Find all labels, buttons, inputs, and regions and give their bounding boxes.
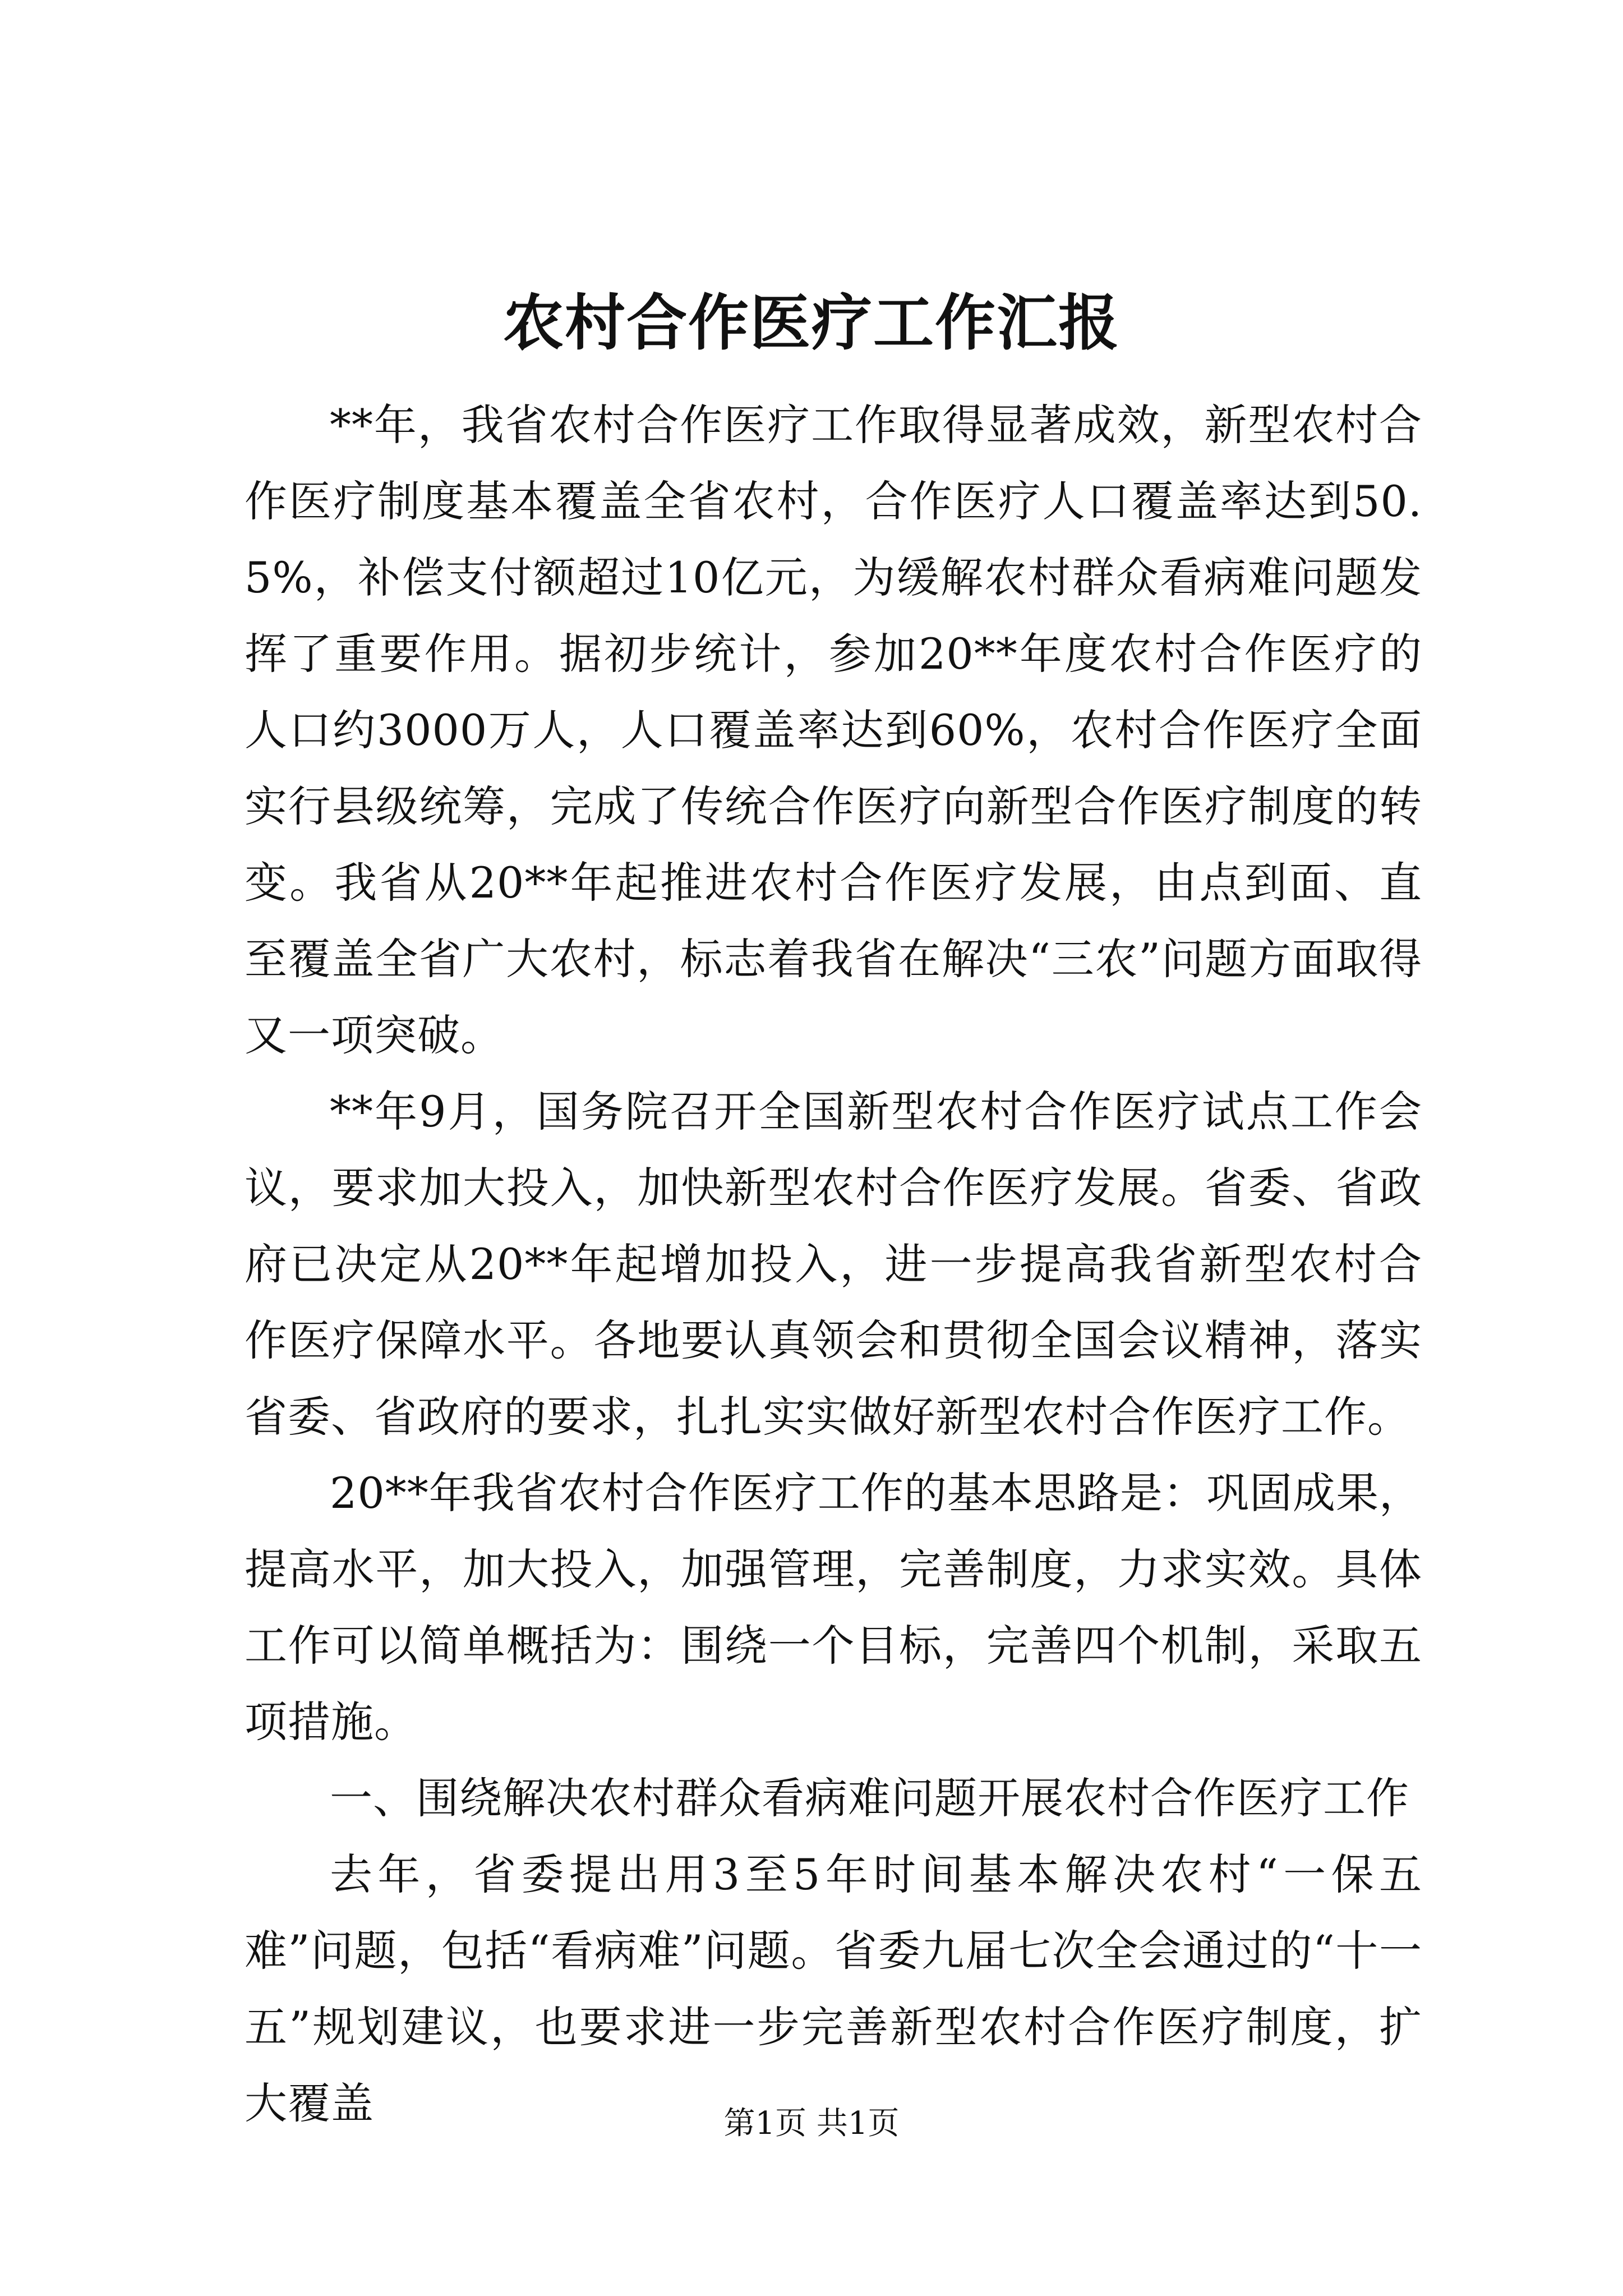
paragraph-4: 去年，省委提出用3至5年时间基本解决农村“一保五难”问题，包括“看病难”问题。省委九届七次全会通过的“十一五”规划建议，也要求进一步完善新型农村合作医疗制度，扩大覆盖 [245, 1849, 1422, 2128]
document-title: 农村合作医疗工作汇报 [502, 288, 1120, 358]
section-heading-1: 一、围绕解决农村群众看病难问题开展农村合作医疗工作 [330, 1773, 1409, 1823]
paragraph-1: **年，我省农村合作医疗工作取得显著成效，新型农村合作医疗制度基本覆盖全省农村，合作医疗人口覆盖率达到50.5%，补偿支付额超过10亿元，为缓解农村群众看病难问题发挥了重要作用。据初步统计，参加20**年度农村合作医疗的人口约3000万人，人口覆盖率达到60%，农村合作医疗全面实行县级统筹，完成了传统合作医疗向新型合作医疗制度的转变。我省从20**年起推进农村合作医疗发展，由点到面、直至覆盖全省广大农村，标志着我省在解决“三农”问题方面取得又一项突破。 [245, 400, 1422, 1060]
paragraph-2: **年9月，国务院召开全国新型农村合作医疗试点工作会议，要求加大投入，加快新型农村合作医疗发展。省委、省政府已决定从20**年起增加投入，进一步提高我省新型农村合作医疗保障水平。各地要认真领会和贯彻全国会议精神，落实省委、省政府的要求，扎扎实实做好新型农村合作医疗工作。 [245, 1087, 1422, 1442]
paragraph-3: 20**年我省农村合作医疗工作的基本思路是：巩固成果，提高水平，加大投入，加强管理，完善制度，力求实效。具体工作可以简单概括为：围绕一个目标，完善四个机制，采取五项措施。 [245, 1468, 1422, 1747]
page-footer: 第1页 共1页 [723, 2105, 900, 2142]
document-body [245, 387, 1422, 2142]
